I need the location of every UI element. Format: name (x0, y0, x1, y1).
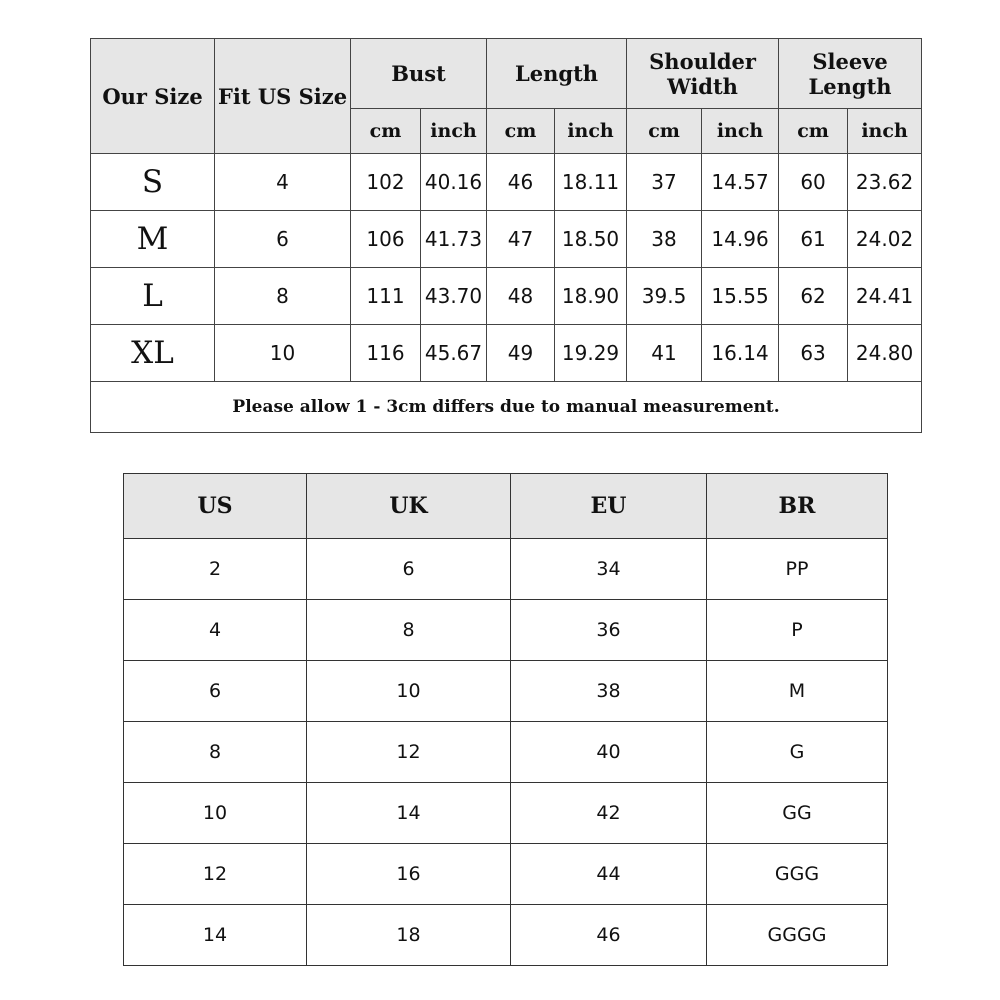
cell-eu: 40 (511, 722, 707, 783)
header-shoulder-width (627, 39, 779, 109)
cell-length-cm: 49 (487, 325, 555, 382)
header-sleeve-length-line1: Sleeve (812, 48, 888, 74)
cell-sleeve-inch: 23.62 (848, 154, 922, 211)
cell-length-cm: 48 (487, 268, 555, 325)
cell-shoulder-cm: 39.5 (627, 268, 702, 325)
cell-sleeve-inch: 24.41 (848, 268, 922, 325)
unit-shoulder-inch: inch (702, 109, 779, 154)
cell-bust-cm: 111 (351, 268, 421, 325)
size-conversion-table (123, 473, 888, 966)
cell-shoulder-inch: 14.96 (702, 211, 779, 268)
cell-bust-cm: 102 (351, 154, 421, 211)
cell-shoulder-cm: 41 (627, 325, 702, 382)
size-row-m (91, 211, 922, 268)
cell-eu: 34 (511, 539, 707, 600)
header-shoulder-width-line2: Width (667, 73, 738, 99)
cell-eu: 36 (511, 600, 707, 661)
cell-bust-inch: 41.73 (421, 211, 487, 268)
size-chart-note-row (91, 382, 922, 433)
header-shoulder-width-line1: Shoulder (649, 48, 756, 74)
cell-br: GG (707, 783, 888, 844)
conversion-row (124, 905, 888, 966)
cell-shoulder-cm: 38 (627, 211, 702, 268)
header-us: US (124, 474, 307, 539)
header-sleeve-length-line2: Length (808, 73, 892, 99)
cell-us-size: 4 (215, 154, 351, 211)
cell-uk: 18 (307, 905, 511, 966)
cell-uk: 6 (307, 539, 511, 600)
cell-sleeve-cm: 62 (779, 268, 848, 325)
cell-us: 8 (124, 722, 307, 783)
header-br: BR (707, 474, 888, 539)
conversion-row (124, 600, 888, 661)
cell-shoulder-inch: 14.57 (702, 154, 779, 211)
cell-eu: 38 (511, 661, 707, 722)
conversion-row (124, 783, 888, 844)
cell-size: M (91, 211, 215, 268)
cell-eu: 44 (511, 844, 707, 905)
cell-uk: 10 (307, 661, 511, 722)
cell-shoulder-cm: 37 (627, 154, 702, 211)
size-row-l (91, 268, 922, 325)
cell-br: GGG (707, 844, 888, 905)
cell-shoulder-inch: 15.55 (702, 268, 779, 325)
cell-us: 4 (124, 600, 307, 661)
cell-eu: 42 (511, 783, 707, 844)
size-chart-header-row (91, 39, 922, 109)
cell-sleeve-inch: 24.80 (848, 325, 922, 382)
unit-bust-cm: cm (351, 109, 421, 154)
unit-sleeve-inch: inch (848, 109, 922, 154)
cell-us: 6 (124, 661, 307, 722)
unit-shoulder-cm: cm (627, 109, 702, 154)
cell-uk: 8 (307, 600, 511, 661)
cell-uk: 16 (307, 844, 511, 905)
cell-length-inch: 18.90 (555, 268, 627, 325)
cell-us: 2 (124, 539, 307, 600)
conversion-row (124, 844, 888, 905)
header-sleeve-length (779, 39, 922, 109)
cell-length-inch: 18.11 (555, 154, 627, 211)
cell-bust-cm: 116 (351, 325, 421, 382)
cell-sleeve-cm: 63 (779, 325, 848, 382)
cell-size: L (91, 268, 215, 325)
cell-bust-inch: 43.70 (421, 268, 487, 325)
cell-size: XL (91, 325, 215, 382)
cell-bust-cm: 106 (351, 211, 421, 268)
cell-eu: 46 (511, 905, 707, 966)
cell-size: S (91, 154, 215, 211)
size-row-xl (91, 325, 922, 382)
header-fit-us-size: Fit US Size (215, 39, 351, 154)
size-row-s (91, 154, 922, 211)
conversion-row (124, 661, 888, 722)
cell-bust-inch: 45.67 (421, 325, 487, 382)
cell-sleeve-cm: 60 (779, 154, 848, 211)
header-bust: Bust (351, 39, 487, 109)
header-uk: UK (307, 474, 511, 539)
conversion-row (124, 539, 888, 600)
unit-length-inch: inch (555, 109, 627, 154)
cell-sleeve-inch: 24.02 (848, 211, 922, 268)
cell-bust-inch: 40.16 (421, 154, 487, 211)
measurement-note: Please allow 1 - 3cm differs due to manual measurement. (91, 382, 922, 433)
size-chart-table (90, 38, 922, 433)
header-length: Length (487, 39, 627, 109)
unit-length-cm: cm (487, 109, 555, 154)
cell-br: G (707, 722, 888, 783)
cell-sleeve-cm: 61 (779, 211, 848, 268)
unit-sleeve-cm: cm (779, 109, 848, 154)
cell-uk: 14 (307, 783, 511, 844)
cell-us: 14 (124, 905, 307, 966)
cell-length-inch: 18.50 (555, 211, 627, 268)
conversion-row (124, 722, 888, 783)
cell-br: PP (707, 539, 888, 600)
cell-length-cm: 47 (487, 211, 555, 268)
conversion-header-row (124, 474, 888, 539)
cell-shoulder-inch: 16.14 (702, 325, 779, 382)
cell-length-cm: 46 (487, 154, 555, 211)
cell-us: 10 (124, 783, 307, 844)
unit-bust-inch: inch (421, 109, 487, 154)
cell-uk: 12 (307, 722, 511, 783)
cell-us-size: 8 (215, 268, 351, 325)
cell-us-size: 6 (215, 211, 351, 268)
header-our-size: Our Size (91, 39, 215, 154)
cell-us-size: 10 (215, 325, 351, 382)
header-eu: EU (511, 474, 707, 539)
cell-br: M (707, 661, 888, 722)
cell-us: 12 (124, 844, 307, 905)
cell-length-inch: 19.29 (555, 325, 627, 382)
cell-br: GGGG (707, 905, 888, 966)
cell-br: P (707, 600, 888, 661)
